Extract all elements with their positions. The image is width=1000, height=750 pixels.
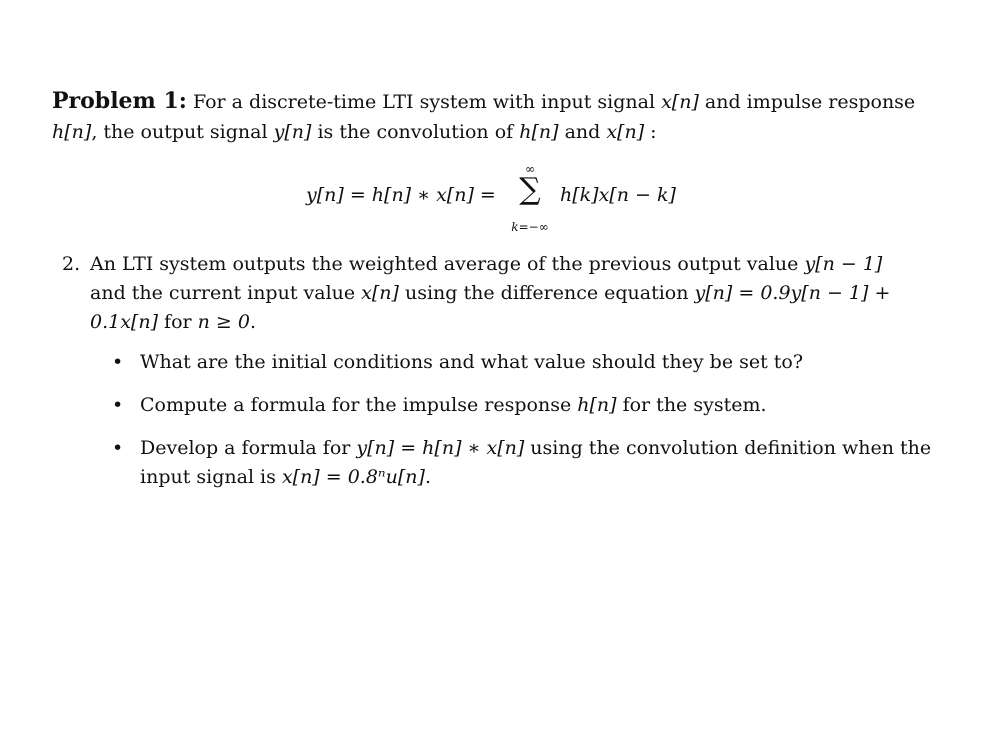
math-x-n: x[n] [661,91,699,113]
math-input-signal: x[n] = 0.8ⁿu[n] [281,466,425,488]
math-y-prev: y[n − 1] [804,253,883,275]
bullet-icon: • [112,351,124,373]
bullet-icon: • [112,394,124,416]
math-y-n: y[n] [273,121,312,143]
item-text-part: and the current input value [90,282,362,304]
bullet-text: What are the initial conditions and what value should they be set to? [140,351,804,373]
list-item [112,348,932,377]
item-text [90,250,920,337]
problem-text: is the convolution of [311,121,520,143]
sub-question-list [112,348,932,506]
item-text-part: using the difference equation [398,282,695,304]
summation-lower-limit: k=−∞ [511,220,549,234]
bullet-text: . [424,466,431,488]
problem-text: : [644,121,657,143]
problem-text: , the output signal [91,121,274,143]
summation-upper-limit: ∞ [525,162,535,176]
item-text-part: . [249,311,257,333]
math-h-n: h[n] [577,394,617,416]
problem-text: and [558,121,607,143]
math-x-n: x[n] [606,121,645,143]
summation [508,162,552,234]
bullet-icon: • [112,437,124,459]
item-text-part: An LTI system outputs the weighted average of the previous output value [90,253,805,275]
bullet-text: Develop a formula for [140,437,357,459]
problem-heading: Problem 1: [52,88,187,114]
math-difference-equation: y[n] = 0.9y[n − 1] + 0.1x[n] [90,282,891,333]
problem-statement [52,86,942,147]
problem-text: For a discrete-time LTI system with input signal [192,91,662,113]
convolution-equation [0,162,1000,242]
math-convolution: y[n] = h[n] ∗ x[n] [356,437,525,459]
bullet-text: using the convolution definition when the input signal is [140,437,932,488]
equation-lhs: y[n] = h[n] ∗ x[n] = [306,184,496,206]
item-number: 2. [62,253,81,275]
math-x-n: x[n] [361,282,399,304]
bullet-text: Compute a formula for the impulse response [140,394,578,416]
bullet-text: for the system. [616,394,767,416]
item-text-part: for [158,311,198,333]
list-item [112,434,932,492]
math-condition: n ≥ 0 [197,311,250,333]
math-h-n: h[n] [52,121,92,143]
math-h-n: h[n] [519,121,559,143]
sigma-symbol: ∑ [519,172,541,207]
problem-text: and impulse response [698,91,916,113]
list-item [112,391,932,420]
equation-rhs: h[k]x[n − k] [560,184,676,206]
